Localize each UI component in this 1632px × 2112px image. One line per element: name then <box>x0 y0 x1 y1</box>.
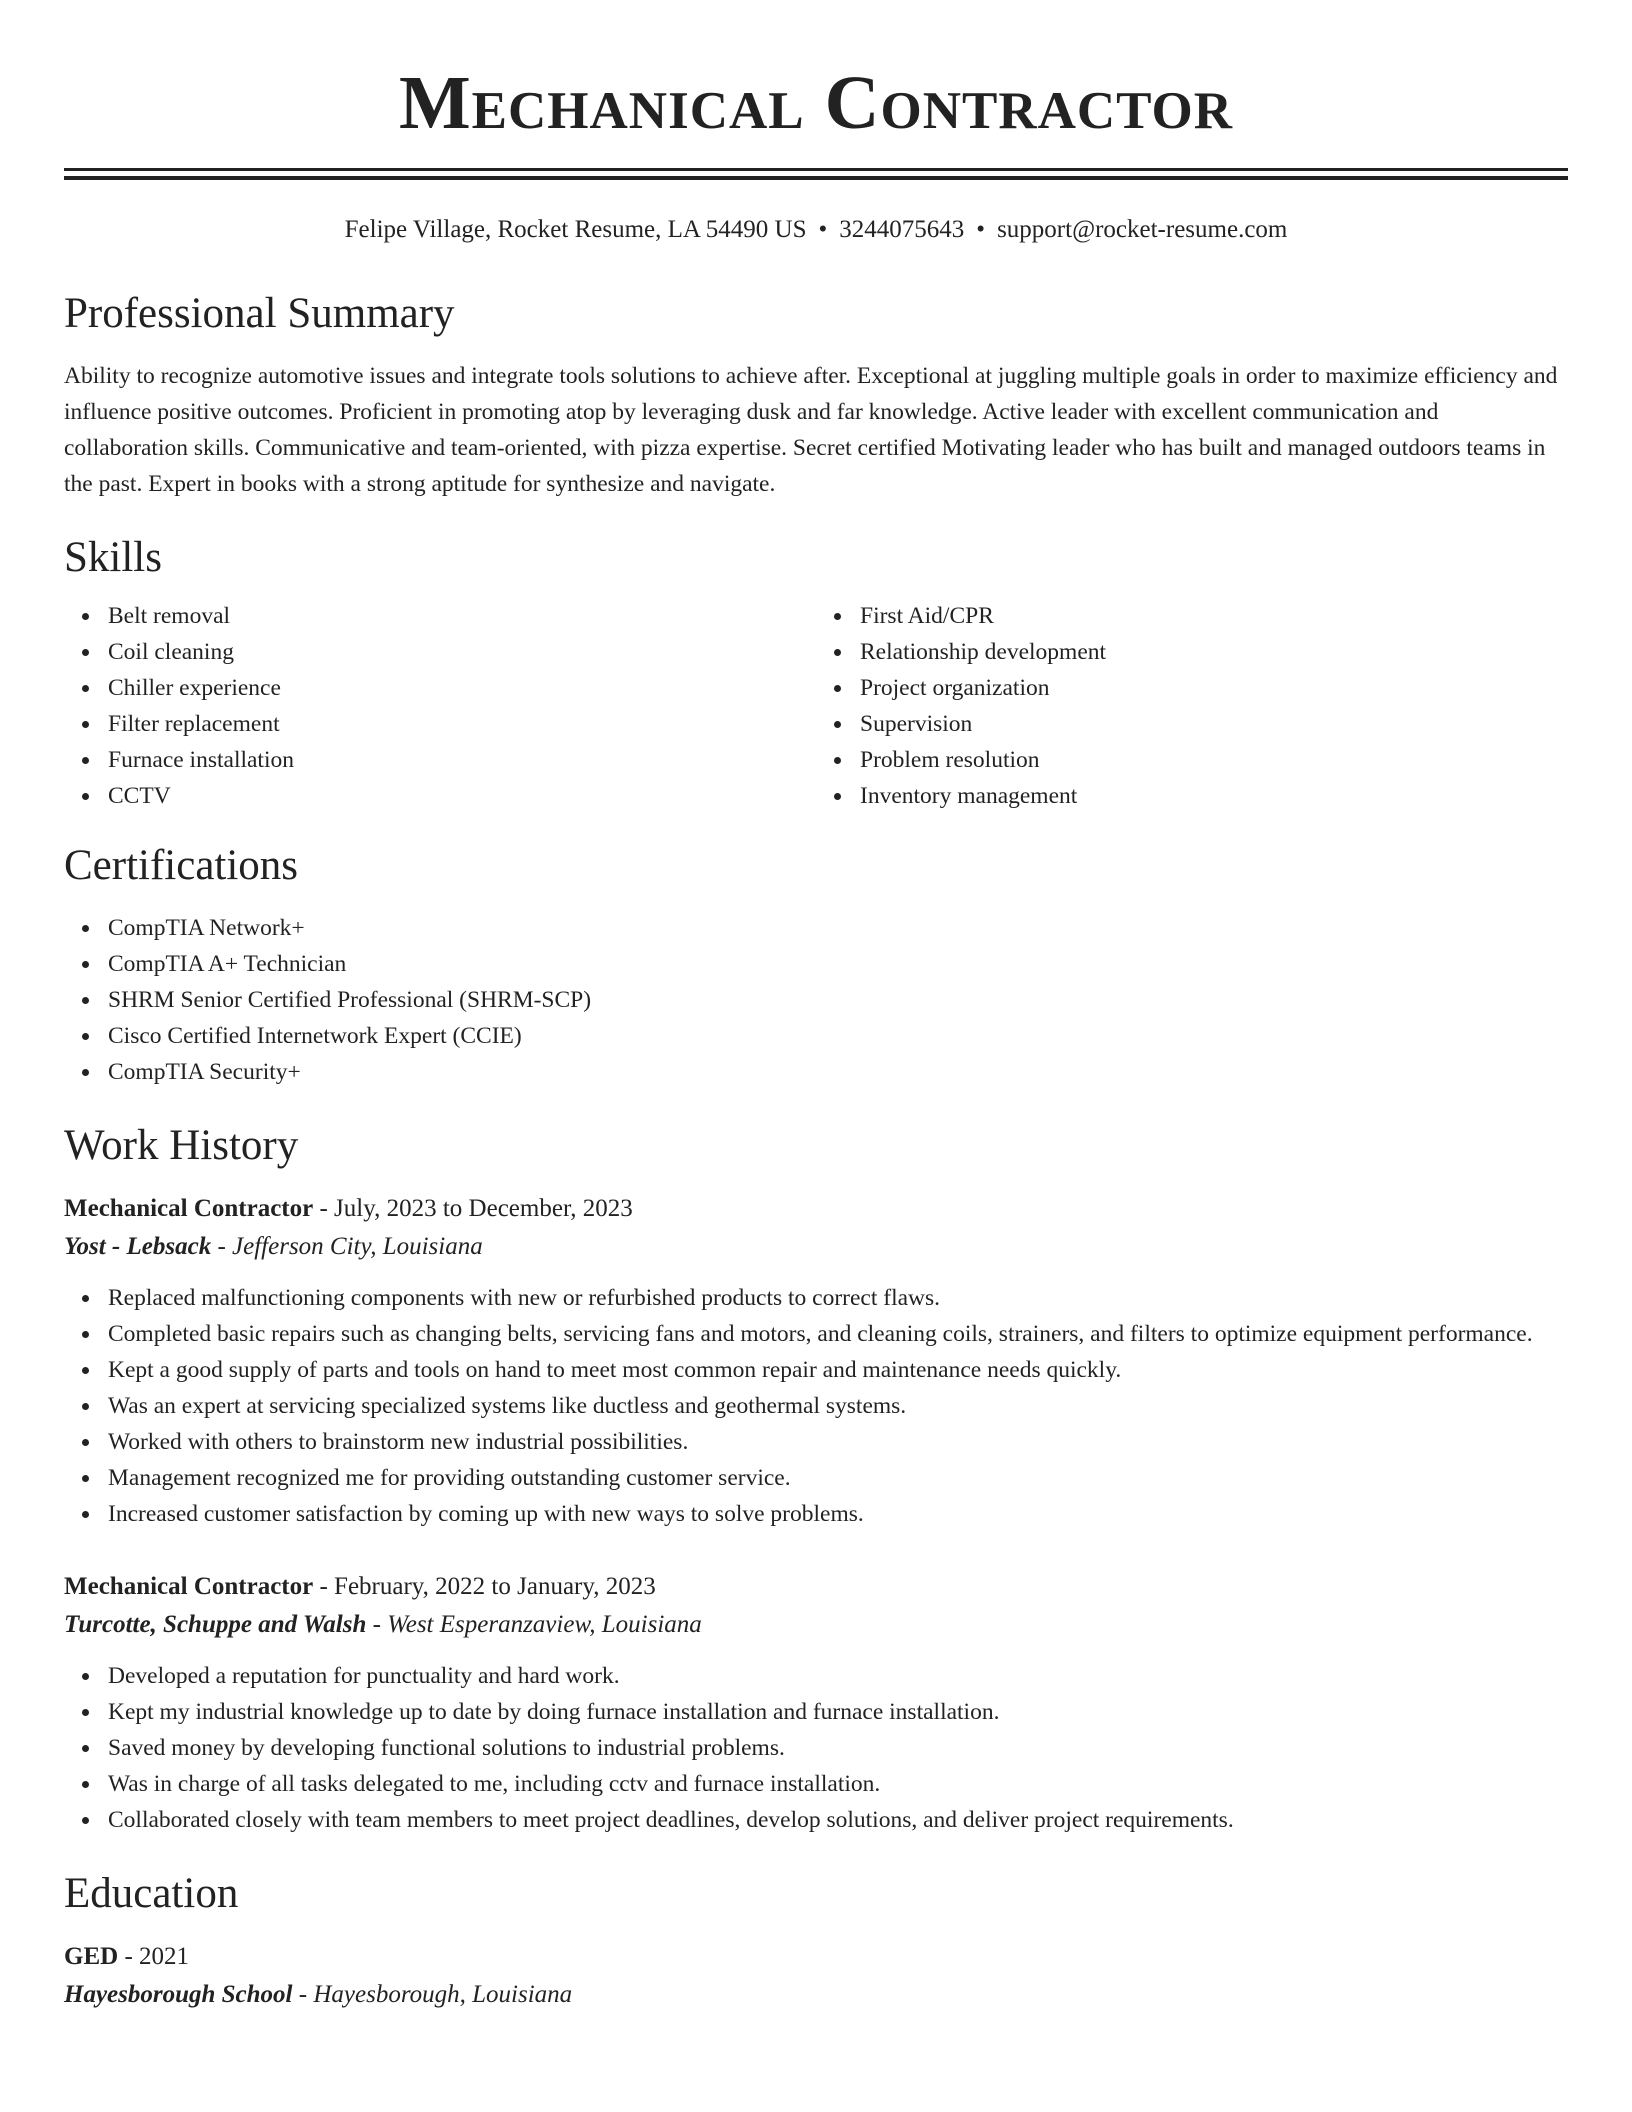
job-location: - West Esperanzaview, Louisiana <box>366 1611 702 1638</box>
skill-item: Inventory management <box>860 778 1568 814</box>
certifications-heading: Certifications <box>64 842 299 889</box>
job-title: Mechanical Contractor <box>64 1573 314 1600</box>
skills-list-left <box>64 598 816 814</box>
skill-item: CCTV <box>108 778 816 814</box>
contact-address: Felipe Village, Rocket Resume, LA 54490 US <box>344 216 807 243</box>
skill-item: Relationship development <box>860 634 1568 670</box>
skill-item: Supervision <box>860 706 1568 742</box>
contact-line <box>64 214 1568 246</box>
job-bullets <box>64 1658 1568 1838</box>
job-bullet: Was an expert at servicing specialized systems like ductless and geothermal systems. <box>108 1388 1568 1424</box>
job-bullet: Saved money by developing functional solutions to industrial problems. <box>108 1730 1568 1766</box>
education-year: - 2021 <box>118 1943 190 1970</box>
skill-item: Chiller experience <box>108 670 816 706</box>
contact-separator: • <box>976 216 986 243</box>
skill-item: Filter replacement <box>108 706 816 742</box>
job-title: Mechanical Contractor <box>64 1195 314 1222</box>
certification-item: CompTIA Security+ <box>108 1054 1568 1090</box>
resume-name: Mechanical Contractor <box>398 61 1234 145</box>
certification-item: Cisco Certified Internetwork Expert (CCIE) <box>108 1018 1568 1054</box>
education-heading: Education <box>64 1870 239 1917</box>
education-degree: GED <box>64 1943 119 1970</box>
job-bullet: Increased customer satisfaction by coming up with new ways to solve problems. <box>108 1496 1568 1532</box>
summary-text: Ability to recognize automotive issues and integrate tools solutions to achieve after. Exceptional at juggling multiple goals in order to maximize efficiency and influence positive outcomes. Proficient in promoting atop by leveraging dusk and far knowledge. Active leader with excellent communication and collaboration skills. Communicative and team-oriented, with pizza expertise. Secret certified Motivating leader who has built and managed outdoors teams in the past. Expert in books with a strong aptitude for synthesize and navigate. <box>64 363 1558 497</box>
education-entry <box>64 1938 1568 2014</box>
certifications-list <box>64 910 1568 1090</box>
skill-item: Furnace installation <box>108 742 816 778</box>
job-bullet: Completed basic repairs such as changing belts, servicing fans and motors, and cleaning coils, strainers, and filters to optimize equipment performance. <box>108 1316 1568 1352</box>
job-title-line <box>64 1190 1568 1228</box>
job-title-line <box>64 1568 1568 1606</box>
contact-separator: • <box>818 216 828 243</box>
certification-item: CompTIA A+ Technician <box>108 946 1568 982</box>
work-history-heading: Work History <box>64 1122 299 1169</box>
job-company: Yost - Lebsack <box>64 1233 212 1260</box>
job-bullet: Management recognized me for providing outstanding customer service. <box>108 1460 1568 1496</box>
job-dates: - July, 2023 to December, 2023 <box>313 1195 633 1222</box>
skill-item: Project organization <box>860 670 1568 706</box>
job-bullet: Replaced malfunctioning components with new or refurbished products to correct flaws. <box>108 1280 1568 1316</box>
certification-item: SHRM Senior Certified Professional (SHRM-SCP) <box>108 982 1568 1018</box>
job-company-line <box>64 1606 1568 1644</box>
skill-item: Belt removal <box>108 598 816 634</box>
job-bullet: Was in charge of all tasks delegated to me, including cctv and furnace installation. <box>108 1766 1568 1802</box>
skills-heading: Skills <box>64 534 162 581</box>
skills-columns <box>64 598 1568 814</box>
job-bullet: Kept a good supply of parts and tools on hand to meet most common repair and maintenance needs quickly. <box>108 1352 1568 1388</box>
job-bullet: Worked with others to brainstorm new industrial possibilities. <box>108 1424 1568 1460</box>
job-company-line <box>64 1228 1568 1266</box>
job-bullet: Developed a reputation for punctuality and hard work. <box>108 1658 1568 1694</box>
skill-item: Coil cleaning <box>108 634 816 670</box>
summary-heading: Professional Summary <box>64 290 455 337</box>
job-bullets <box>64 1280 1568 1532</box>
contact-email: support@rocket-resume.com <box>997 216 1288 243</box>
job-location: - Jefferson City, Louisiana <box>211 1233 483 1260</box>
certification-item: CompTIA Network+ <box>108 910 1568 946</box>
skill-item: First Aid/CPR <box>860 598 1568 634</box>
header-divider <box>64 168 1568 180</box>
job-entry <box>64 1190 1568 1532</box>
job-company: Turcotte, Schuppe and Walsh <box>64 1611 367 1638</box>
job-bullet: Collaborated closely with team members to meet project deadlines, develop solutions, and deliver project requirements. <box>108 1802 1568 1838</box>
education-school: Hayesborough School <box>64 1981 293 2008</box>
contact-phone: 3244075643 <box>839 216 965 243</box>
skill-item: Problem resolution <box>860 742 1568 778</box>
job-entry <box>64 1568 1568 1838</box>
skills-list-right <box>816 598 1568 814</box>
job-bullet: Kept my industrial knowledge up to date by doing furnace installation and furnace installation. <box>108 1694 1568 1730</box>
job-dates: - February, 2022 to January, 2023 <box>313 1573 656 1600</box>
education-location: - Hayesborough, Louisiana <box>292 1981 573 2008</box>
education-degree-line <box>64 1938 1568 1976</box>
education-school-line <box>64 1976 1568 2014</box>
